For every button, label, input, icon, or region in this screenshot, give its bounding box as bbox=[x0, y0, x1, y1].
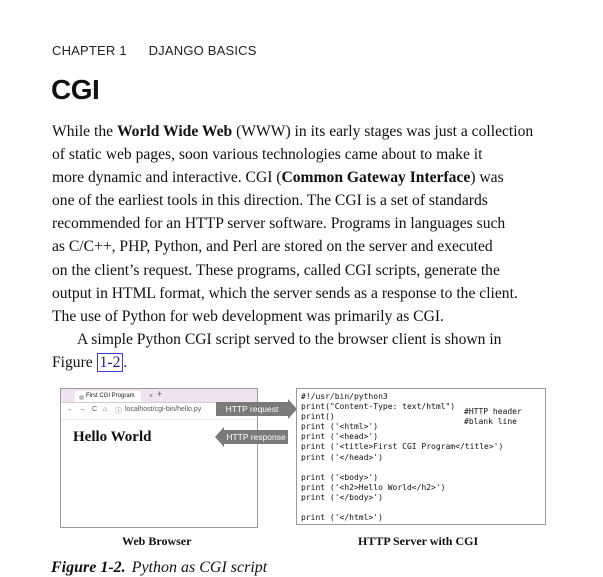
reload-icon: C bbox=[92, 406, 98, 413]
code-line bbox=[301, 463, 545, 473]
browser-caption: Web Browser bbox=[122, 534, 192, 548]
paragraph-line: output in HTML format, which the server sends as a response to the client. bbox=[52, 284, 518, 302]
text-run: more dynamic and interactive. CGI ( bbox=[52, 169, 282, 187]
paragraph-line: The use of Python for web development was primarily as CGI. bbox=[52, 307, 444, 325]
body-text bbox=[52, 120, 562, 374]
figure-label: Figure 1-2. bbox=[51, 559, 126, 576]
new-tab-icon: + bbox=[157, 389, 163, 399]
code-comment: #HTTP header bbox=[464, 407, 522, 416]
code-line bbox=[301, 503, 545, 513]
text-run: . bbox=[123, 353, 128, 371]
code-line: print ('</html>') bbox=[301, 513, 383, 523]
browser-tab bbox=[75, 391, 154, 402]
paragraph-line: one of the earliest tools in this direction. The CGI is a set of standards bbox=[52, 192, 488, 210]
text-run: (WWW) in its early stages was just a collection bbox=[232, 123, 534, 140]
code-line: print() bbox=[301, 412, 335, 422]
bold-term: World Wide Web bbox=[116, 123, 233, 140]
paragraph-line bbox=[52, 166, 562, 189]
code-line: print ('<title>First CGI Program</title>') bbox=[301, 442, 504, 452]
code-comment: #blank line bbox=[464, 417, 517, 426]
paragraph-line bbox=[52, 351, 562, 374]
code-line: print ('</head>') bbox=[301, 452, 383, 462]
server-caption: HTTP Server with CGI bbox=[358, 534, 479, 548]
browser-tab-bar bbox=[61, 389, 257, 403]
paragraph-line: as C/C++, PHP, Python, and Perl are stored on the server and executed bbox=[52, 238, 493, 256]
site-info-icon: ⓘ bbox=[115, 408, 122, 415]
code-line: print ('<html>') bbox=[301, 422, 379, 432]
paragraph-line: on the client’s request. These programs, called CGI scripts, generate the bbox=[52, 261, 500, 279]
code-line: print ('<body>') bbox=[301, 472, 379, 482]
tab-favicon-icon bbox=[79, 395, 84, 400]
http-response-arrow: HTTP response bbox=[224, 430, 288, 444]
code-line: print ('<head>') bbox=[301, 432, 379, 442]
browser-content: Hello World bbox=[73, 429, 152, 445]
section-title: CGI bbox=[51, 74, 100, 105]
forward-icon: → bbox=[79, 406, 86, 413]
code-line: print ('<h2>Hello World</h2>') bbox=[301, 482, 446, 492]
tab-title: First CGI Program bbox=[86, 393, 135, 399]
paragraph-line: A simple Python CGI script served to the browser client is shown in bbox=[77, 330, 502, 348]
server-code-box bbox=[296, 388, 546, 525]
figure-cgi bbox=[56, 385, 552, 570]
chapter-title: DJANGO BASICS bbox=[148, 43, 257, 58]
paragraph-line: of static web pages, soon various technologies came about to make it bbox=[52, 146, 483, 164]
code-line: #!/usr/bin/python3 bbox=[301, 392, 388, 401]
figure-caption bbox=[51, 559, 267, 577]
page-header bbox=[52, 43, 257, 58]
figure-caption-text: Python as CGI script bbox=[131, 559, 268, 576]
code-line: print("Content-Type: text/html") bbox=[301, 402, 456, 412]
code-line: print ('</body>') bbox=[301, 492, 383, 502]
figure-reference-link[interactable]: 1-2 bbox=[97, 353, 124, 372]
back-icon: ← bbox=[67, 406, 74, 413]
text-run: ) was bbox=[470, 169, 504, 187]
paragraph-line bbox=[52, 120, 562, 143]
text-run: Figure bbox=[52, 353, 97, 371]
url-bar: localhost/cgi-bin/hello.py bbox=[125, 406, 202, 413]
chapter-number: CHAPTER 1 bbox=[52, 43, 127, 58]
text-run: While the bbox=[52, 123, 117, 140]
home-icon: ⌂ bbox=[103, 406, 108, 413]
paragraph-line: recommended for an HTTP server software. Programs in languages such bbox=[52, 215, 506, 233]
http-request-arrow: HTTP request bbox=[216, 402, 288, 416]
bold-term: Common Gateway Interface bbox=[281, 169, 471, 187]
tab-close-icon: × bbox=[149, 393, 154, 400]
